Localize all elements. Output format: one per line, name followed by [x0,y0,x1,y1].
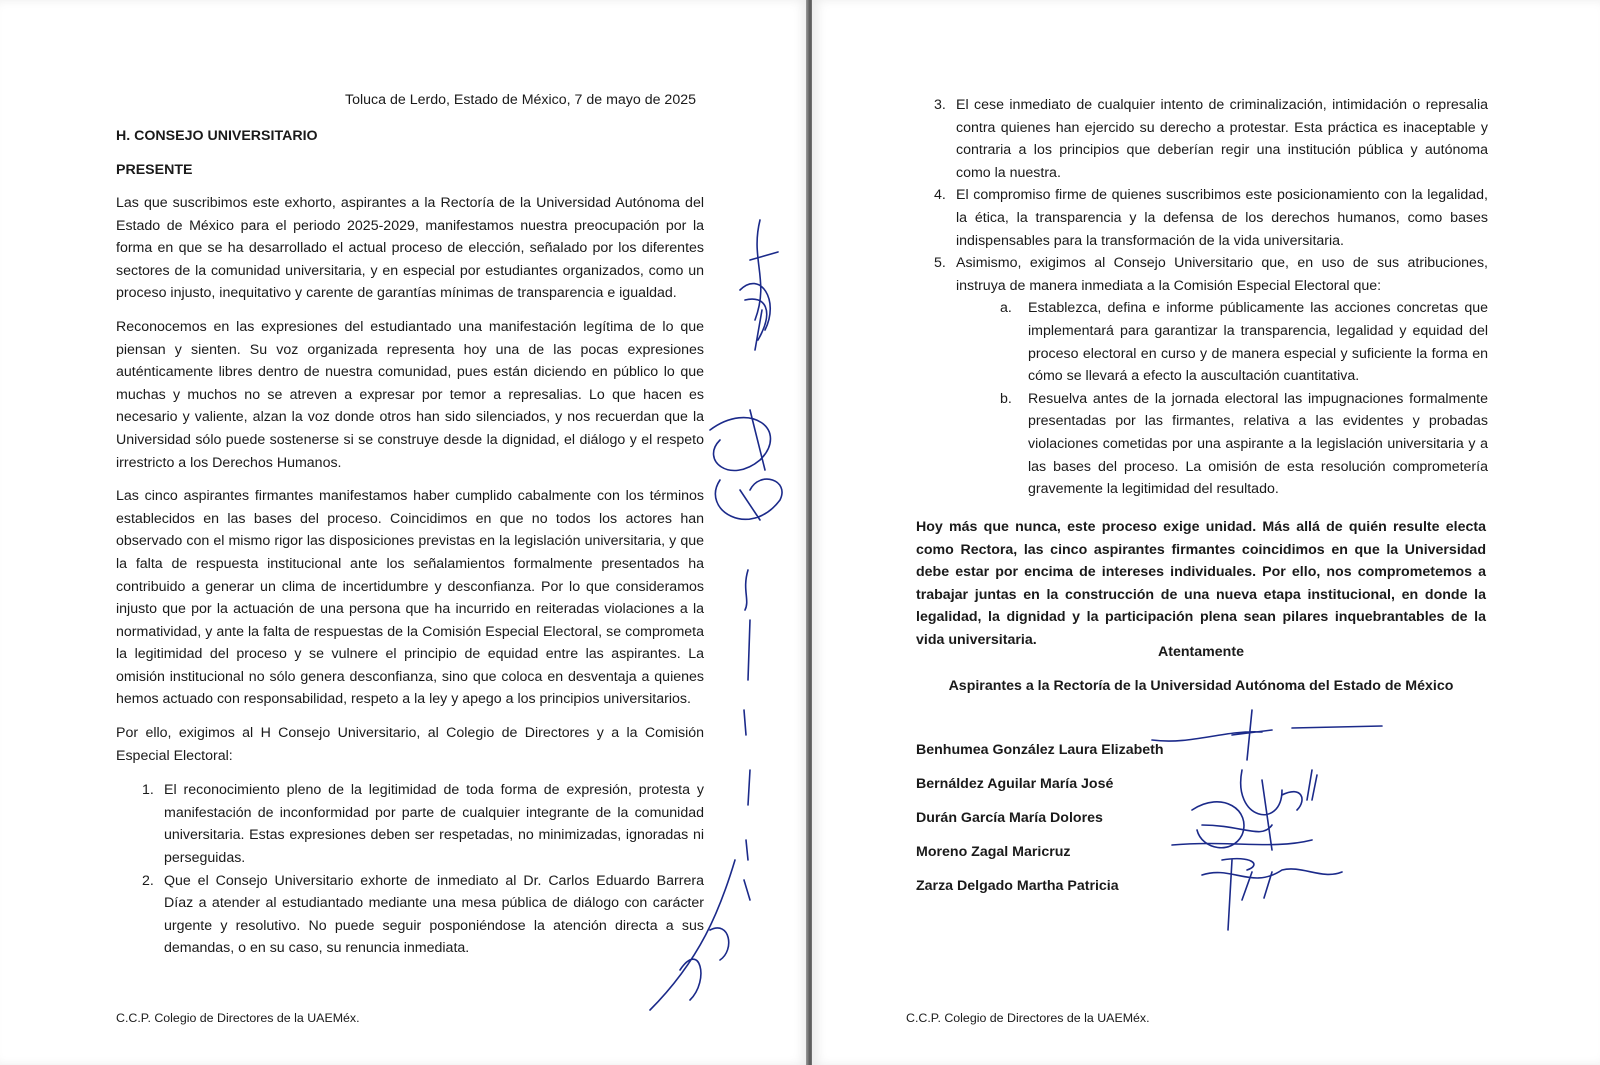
paragraph: Las que suscribimos este exhorto, aspirantes a la Rectoría de la Universidad Autónoma del Estado de México para el periodo 2025-2029, manifestamos nuestra preocupación por la forma en que se ha desarrollado el actual proceso de elección, señalado por los diferentes sectores de la comunidad universitaria, y en especial por estudiantes organizados, como un proceso injusto, inequitativo y carente de garantías mínimas de transparencia e igualdad. [116,195,704,302]
paragraph: Las cinco aspirantes firmantes manifestamos haber cumplido cabalmente con los términos establecidos en las bases del proceso. Coincidimos en que no todos los actores han observado con el mismo rigor las disposiciones previstas en la legislación universitaria, y que la falta de respuesta institucional ante los señalamientos formalmente presentados ha contribuido a generar un clima de incertidumbre y desconfianza. Por lo que consideramos injusto que por la actuación de una persona que ha incurrido en reiteradas violaciones a la normatividad, y ante la falta de respuestas de la Comisión Especial Electoral, se comprometa la legitimidad del proceso y se vulnere el principio de equidad entre las aspirantes. La omisión institucional no sólo genera desconfianza, sino que coloca en desventaja a quienes hemos actuado con responsabilidad, respeto a la ley y apego a los principios universitarios. [116,488,704,708]
right-page [812,0,1600,1065]
list-item: 1. El reconocimiento pleno de la legitimidad de toda forma de expresión, protesta y manifestación de inconformidad por parte de cualquier integrante de la comunidad universitaria. Estas expresiones deben ser respetadas, no minimizadas, ignoradas ni perseguidas. [142,782,704,867]
sub-list-item: a. Establezca, defina e informe públicamente las acciones concretas que implementará para garantizar la transparencia, legalidad y equidad del proceso electoral en curso y de manera especial y suficiente la forma en cómo se llevará a efecto la auscultación cuantitativa. [1000,300,1488,385]
atentamente: Atentamente [1158,644,1244,660]
sub-list-item: b. Resuelva antes de la jornada electoral las impugnaciones formalmente presentadas por las firmantes, relativa a las evidentes y probadas violaciones cometidas por una aspirante a la legislación universitaria y a las bases del proceso. La omisión de esta resolución comprometería gravemente la legitimidad del resultado. [1000,390,1488,498]
cc-footer: C.C.P. Colegio de Directores de la UAEMéx. [906,1011,1150,1025]
signatures-block [1132,700,1432,960]
signer-name: Zarza Delgado Martha Patricia [916,878,1119,894]
closing-statement: Hoy más que nunca, este proceso exige unidad. Más allá de quién resulte electa como Rectora, las cinco aspirantes firmantes coincidimos en que la Universidad debe estar por encima de intereses individuales. Por ello, nos comprometemos a trabajar juntas en la construcción de una nueva etapa institucional, en donde la legalidad, la dignidad y la participación plena sean pilares inquebrantables de la vida universitaria. [916,519,1486,648]
signer-name: Bernáldez Aguilar María José [916,776,1114,792]
list-item: 3. El cese inmediato de cualquier intento de criminalización, intimidación o represalia contra quienes han ejercido su derecho a protestar. Esta práctica es inaceptable y contraria a los principios que deberían regir una institución pública y autónoma como la nuestra. [934,97,1488,181]
signer-name: Moreno Zagal Maricruz [916,844,1071,860]
addressee: H. CONSEJO UNIVERSITARIO [116,128,318,144]
body-text-left [116,192,704,960]
demands-list [116,779,704,960]
signer-name: Durán García María Dolores [916,810,1103,826]
cc-footer: C.C.P. Colegio de Directores de la UAEMéx. [116,1011,360,1025]
paragraph: Por ello, exigimos al H Consejo Universitario, al Colegio de Directores y a la Comisión Especial Electoral: [116,725,704,764]
paragraph: Reconocemos en las expresiones del estudiantado una manifestación legítima de lo que piensan y sienten. Su voz organizada representa hoy una de las pocas expresiones auténticamente libres dentro de nuestra comunidad, pues están diciendo en público lo que muchas y muchos no se atreven a expresar por temor a represalias. Lo que hacen es necesario y valiente, alzan la voz donde otros han sido silenciados, y nos recuerdan que la Universidad sólo puede sostenerse si se construye desde la dignidad, el diálogo y el respeto irrestricto a los Derechos Humanos. [116,318,704,471]
list-item: 5. Asimismo, exigimos al Consejo Universitario que, en uso de sus atribuciones, instruya de manera inmediata a la Comisión Especial Electoral que: a. Establezca, defina e informe públicamente las acciones concretas que implementará para garantizar la transparencia, legalidad y equidad del proceso electoral en curso y de manera especial y suficiente la forma en cómo se llevará a efecto la auscultación cuantitativa. b. Resuelva antes de la jornada electoral las impugnaciones formalmente presentadas por las firmantes, relativa a las evidentes y probadas violaciones cometidas por una aspirante a la legislación universitaria y a las bases del proceso. La omisión de esta resolución comprometería gravemente la legitimidad del resultado. [908,252,1488,501]
list-item: 2. Que el Consejo Universitario exhorte de inmediato al Dr. Carlos Eduardo Barrera Díaz a atender al estudiantado mediante una mesa pública de diálogo con carácter urgente y resolutivo. No puede seguir posponiéndose la atención directa a sus demandas, o en su caso, su renuncia inmediata. [142,872,704,957]
margin-signature-2 [690,390,800,540]
presente-heading: PRESENTE [116,162,193,178]
list-item: 4. El compromiso firme de quienes suscribimos este posicionamiento con la legalidad, la ética, la transparencia y la defensa de los derechos humanos, como bases indispensables para la transformación de la vida universitaria. [934,187,1488,249]
margin-signature-3 [730,560,770,920]
date-line: Toluca de Lerdo, Estado de México, 7 de mayo de 2025 [345,92,696,108]
body-text-right [908,94,1488,501]
demands-list-continued [908,94,1488,501]
sub-list [956,297,1488,500]
signer-name: Benhumea González Laura Elizabeth [916,742,1164,758]
margin-signature-1 [720,200,800,360]
signature-caption: Aspirantes a la Rectoría de la Universidad Autónoma del Estado de México [948,678,1454,694]
